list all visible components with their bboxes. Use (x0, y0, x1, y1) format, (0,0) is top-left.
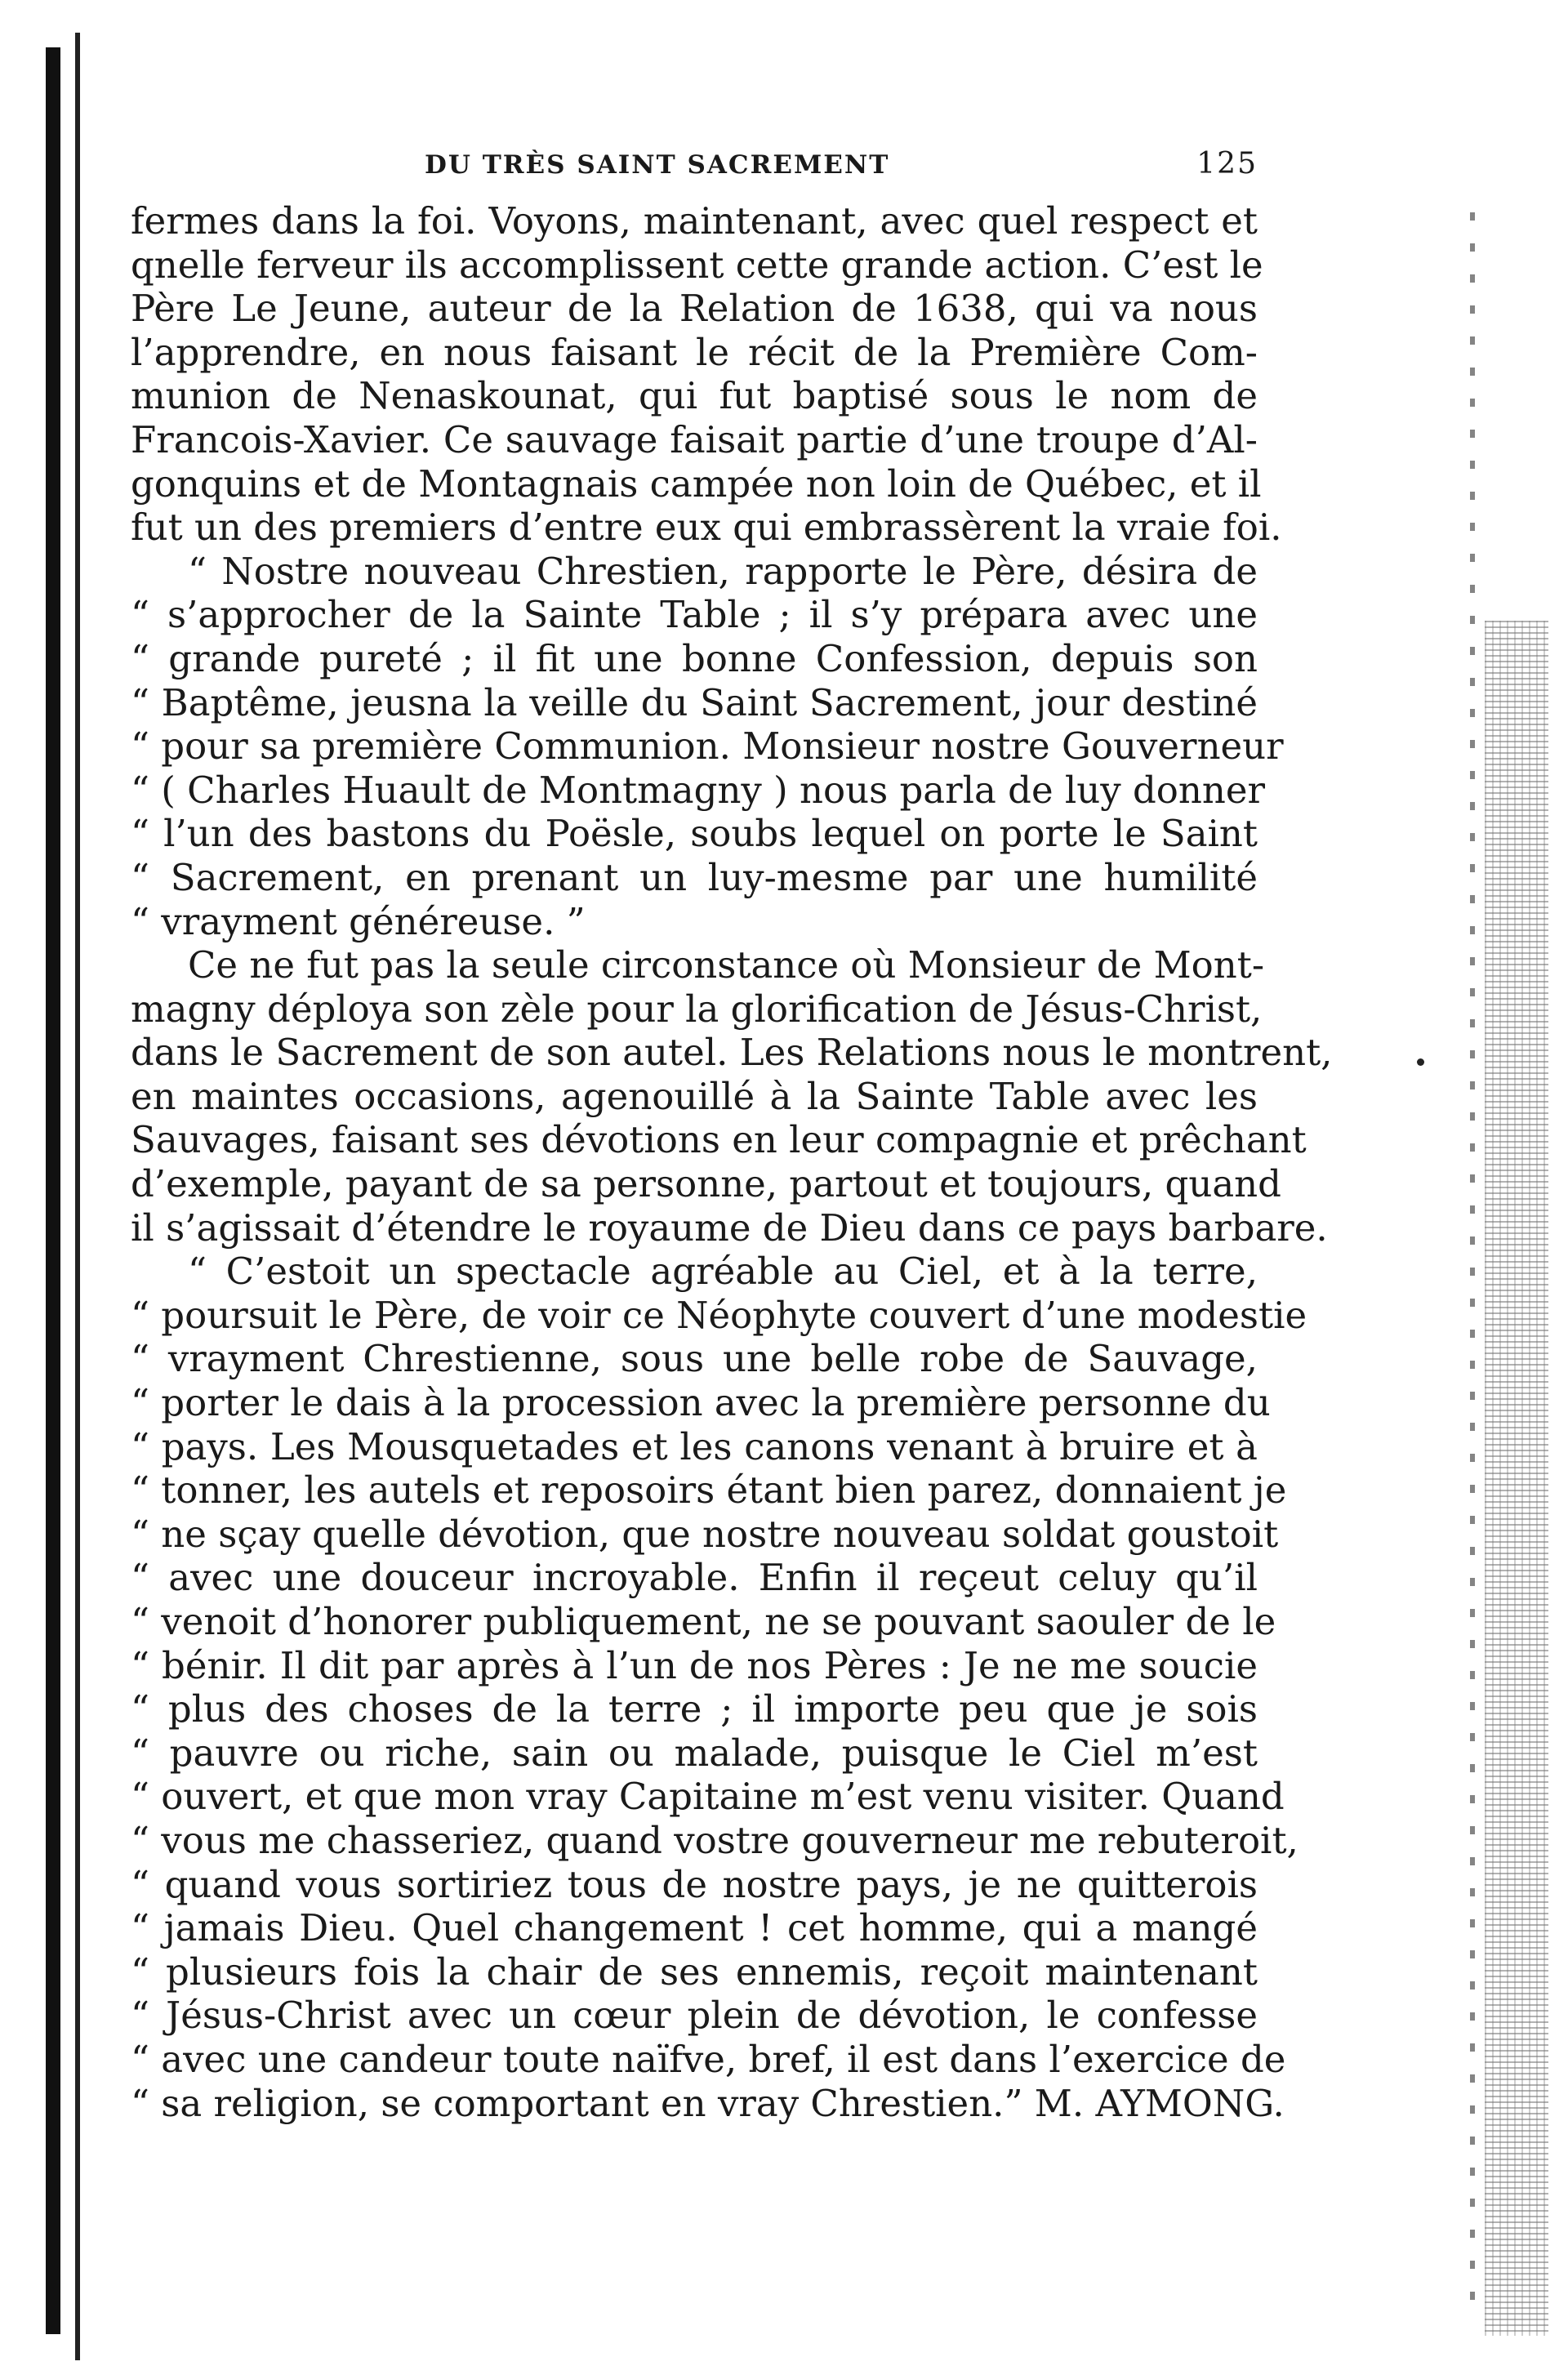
body-text (131, 199, 1333, 2125)
text-line: “ quand vous sortiriez tous de nostre pays, je ne quitterois (131, 1862, 1258, 1906)
text-line: “ tonner, les autels et reposoirs étant bien parez, donnaient je (131, 1468, 1287, 1513)
text-line: “ Baptême, jeusna la veille du Saint Sacrement, jour destiné (131, 680, 1258, 724)
scan-edge-right-dots (1470, 212, 1475, 2303)
text-line: magny déploya son zèle pour la glorification de Jésus-Christ, (131, 987, 1263, 1031)
text-line: qnelle ferveur ils accomplissent cette grande action. C’est le (131, 243, 1263, 287)
text-line: en maintes occasions, agenouillé à la Sainte Table avec les (131, 1074, 1258, 1118)
text-line: dans le Sacrement de son autel. Les Relations nous le montrent, (131, 1031, 1333, 1075)
text-line: gonquins et de Montagnais campée non loin de Québec, et il (131, 461, 1262, 506)
text-line: “ pays. Les Mousquetades et les canons venant à bruire et à (131, 1424, 1258, 1468)
text-line: “ pauvre ou riche, sain ou malade, puisque le Ciel m’est (131, 1731, 1258, 1775)
text-line: “ Jésus-Christ avec un cœur plein de dévotion, le confesse (131, 1994, 1258, 2038)
text-line: “ grande pureté ; il fit une bonne Confession, depuis son (131, 636, 1258, 680)
text-line: fermes dans la foi. Voyons, maintenant, avec quel respect et (131, 199, 1258, 243)
text-line: “ venoit d’honorer publiquement, ne se pouvant saouler de le (131, 1600, 1276, 1643)
text-line: Père Le Jeune, auteur de la Relation de 1638, qui va nous (131, 287, 1258, 331)
text-line: fut un des premiers d’entre eux qui embrassèrent la vraie foi. (131, 506, 1282, 550)
text-line: l’apprendre, en nous faisant le récit de la Première Com- (131, 330, 1258, 374)
scan-edge-right-noise (1485, 621, 1548, 2336)
text-line: d’exemple, payant de sa personne, partout et toujours, quand (131, 1162, 1281, 1206)
page-header (425, 147, 1258, 193)
text-line: “ jamais Dieu. Quel changement ! cet homme, qui a mangé (131, 1906, 1258, 1950)
text-line: “ vrayment Chrestienne, sous une belle robe de Sauvage, (131, 1337, 1258, 1381)
text-line: Sauvages, faisant ses dévotions en leur compagnie et prêchant (131, 1118, 1307, 1162)
text-line: “ plus des choses de la terre ; il importe peu que je sois (131, 1687, 1258, 1731)
text-line: “ bénir. Il dit par après à l’un de nos Pères : Je ne me soucie (131, 1643, 1258, 1687)
text-line: “ porter le dais à la procession avec la première personne du (131, 1381, 1271, 1425)
text-line: “ l’un des bastons du Poësle, soubs lequel on porte le Saint (131, 812, 1258, 856)
text-line: munion de Nenaskounat, qui fut baptisé sous le nom de (131, 374, 1258, 418)
text-line: “ ne sçay quelle dévotion, que nostre nouveau soldat goustoit (131, 1512, 1279, 1556)
text-line: “ avec une candeur toute naïfve, bref, il est dans l’exercice de (131, 2037, 1286, 2081)
text-line: “ avec une douceur incroyable. Enfin il reçeut celuy qu’il (131, 1556, 1258, 1600)
scan-edge-left (46, 47, 60, 2334)
scan-edge-left-line (75, 33, 80, 2360)
text-line: “ vous me chasseriez, quand vostre gouverneur me rebuteroit, (131, 1818, 1298, 1862)
text-line: “ Nostre nouveau Chrestien, rapporte le Père, désira de (188, 549, 1258, 593)
text-line: “ ouvert, et que mon vray Capitaine m’est venu visiter. Quand (131, 1775, 1285, 1819)
stray-ink-dot (1417, 1058, 1424, 1066)
text-line: Ce ne fut pas la seule circonstance où Monsieur de Mont- (188, 943, 1265, 987)
text-line: il s’agissait d’étendre le royaume de Dieu dans ce pays barbare. (131, 1205, 1328, 1250)
text-line: Francois-Xavier. Ce sauvage faisait partie d’une troupe d’Al- (131, 417, 1258, 461)
running-title: DU TRÈS SAINT SACREMENT (425, 150, 890, 180)
book-page (131, 147, 1333, 2125)
text-line: “ C’estoit un spectacle agréable au Ciel, et à la terre, (188, 1250, 1258, 1294)
text-line: “ pour sa première Communion. Monsieur nostre Gouverneur (131, 724, 1284, 769)
text-line-signature: “ sa religion, se comportant en vray Chrestien.” M. AYMONG. (131, 2081, 1285, 2125)
text-line: “ poursuit le Père, de voir ce Néophyte couvert d’une modestie (131, 1293, 1307, 1337)
text-line: “ vrayment généreuse. ” (131, 899, 586, 943)
text-line: “ Sacrement, en prenant un luy-mesme par une humilité (131, 855, 1258, 899)
page-number: 125 (1196, 147, 1258, 180)
text-line: “ plusieurs fois la chair de ses ennemis, reçoit maintenant (131, 1949, 1258, 1994)
text-line: “ s’approcher de la Sainte Table ; il s’y prépara avec une (131, 593, 1258, 637)
text-line: “ ( Charles Huault de Montmagny ) nous parla de luy donner (131, 768, 1265, 812)
